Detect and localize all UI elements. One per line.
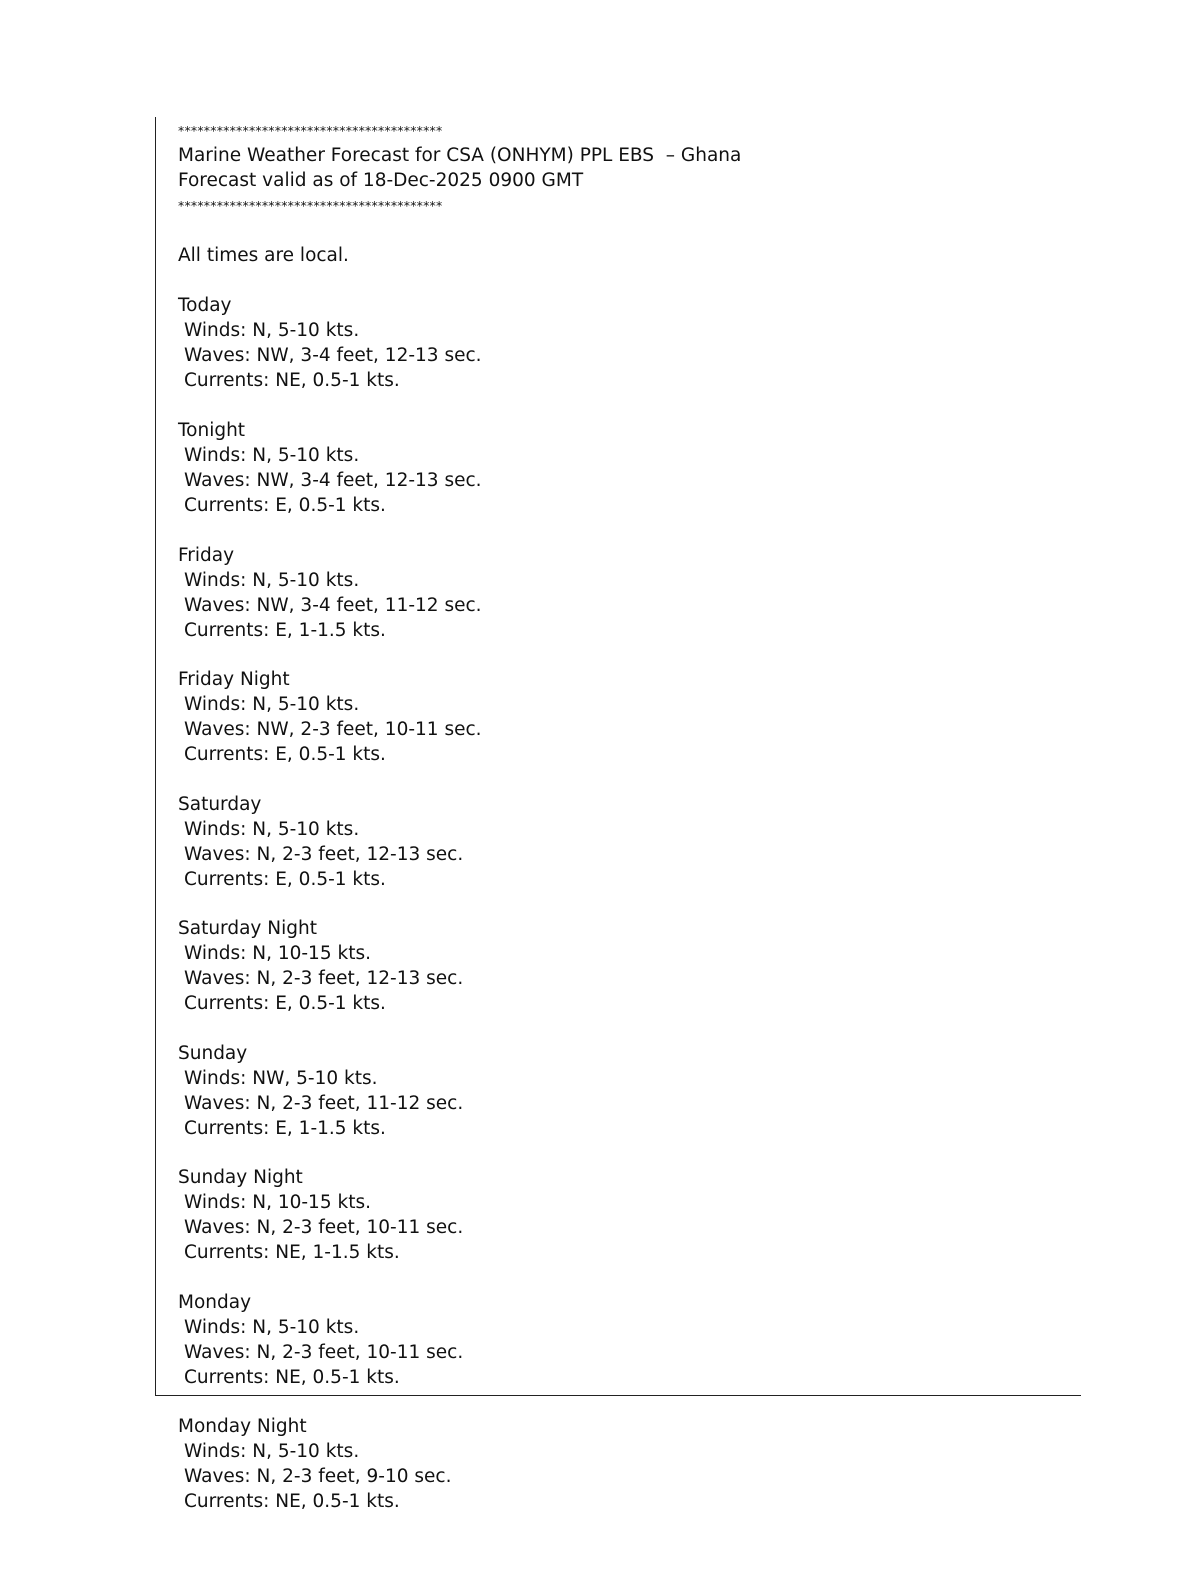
period-name: Monday [178,1292,252,1313]
period-currents: Currents: E, 0.5-1 kts. [184,744,386,765]
period-name: Today [178,295,232,316]
period-winds: Winds: N, 10-15 kts. [184,1192,371,1213]
period-name: Friday [178,545,235,566]
period-name: Monday Night [178,1416,307,1437]
period-waves: Waves: N, 2-3 feet, 10-11 sec. [184,1217,464,1238]
period-currents: Currents: E, 0.5-1 kts. [184,993,386,1014]
period-winds: Winds: N, 5-10 kts. [184,570,360,591]
period-currents: Currents: E, 1-1.5 kts. [184,620,386,641]
period-waves: Waves: NW, 3-4 feet, 11-12 sec. [184,595,482,616]
period-waves: Waves: N, 2-3 feet, 12-13 sec. [184,844,464,865]
period-winds: Winds: N, 5-10 kts. [184,1441,360,1462]
period-waves: Waves: N, 2-3 feet, 9-10 sec. [184,1466,452,1487]
period-waves: Waves: NW, 3-4 feet, 12-13 sec. [184,345,482,366]
period-currents: Currents: NE, 0.5-1 kts. [184,1367,400,1388]
period-waves: Waves: NW, 2-3 feet, 10-11 sec. [184,719,482,740]
forecast-valid-time: Forecast valid as of 18-Dec-2025 0900 GMT [178,170,584,191]
period-winds: Winds: N, 5-10 kts. [184,1317,360,1338]
period-winds: Winds: N, 5-10 kts. [184,694,360,715]
period-name: Saturday Night [178,918,317,939]
period-winds: Winds: N, 5-10 kts. [184,445,360,466]
period-currents: Currents: E, 1-1.5 kts. [184,1118,386,1139]
period-winds: Winds: N, 5-10 kts. [184,819,360,840]
period-name: Tonight [178,420,246,441]
times-note: All times are local. [178,245,349,266]
period-name: Saturday [178,794,262,815]
period-waves: Waves: N, 2-3 feet, 11-12 sec. [184,1093,464,1114]
left-border-rule [155,117,156,1396]
period-waves: Waves: N, 2-3 feet, 10-11 sec. [184,1342,464,1363]
period-name: Sunday [178,1043,248,1064]
period-name: Sunday Night [178,1167,303,1188]
period-waves: Waves: NW, 3-4 feet, 12-13 sec. [184,470,482,491]
period-winds: Winds: N, 5-10 kts. [184,320,360,341]
forecast-title: Marine Weather Forecast for CSA (ONHYM) PPL EBS – Ghana [178,145,742,166]
period-currents: Currents: E, 0.5-1 kts. [184,495,386,516]
period-name: Friday Night [178,669,290,690]
period-currents: Currents: NE, 0.5-1 kts. [184,370,400,391]
period-waves: Waves: N, 2-3 feet, 12-13 sec. [184,968,464,989]
period-winds: Winds: N, 10-15 kts. [184,943,371,964]
bottom-border-rule [155,1395,1081,1396]
period-currents: Currents: NE, 0.5-1 kts. [184,1491,400,1512]
period-currents: Currents: E, 0.5-1 kts. [184,869,386,890]
header-stars-top: ***************************************** [178,123,443,138]
period-winds: Winds: NW, 5-10 kts. [184,1068,378,1089]
period-currents: Currents: NE, 1-1.5 kts. [184,1242,400,1263]
header-stars-bottom: ***************************************** [178,198,443,213]
